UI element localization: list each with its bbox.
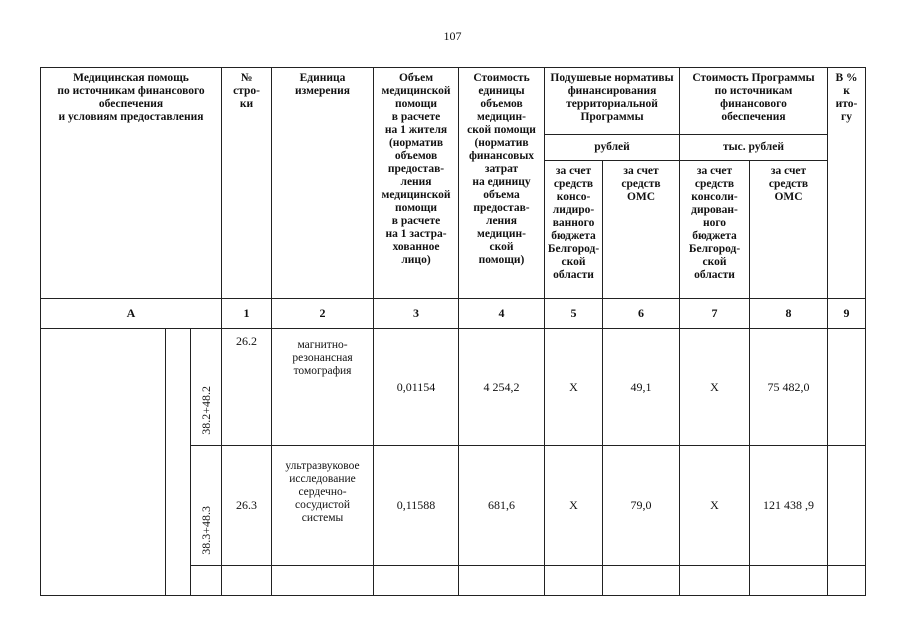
row-percent [828, 446, 866, 566]
row-unit: ультразвуковое исследование сердечно- сосудистой системы [272, 446, 374, 566]
header-percent: В % к ито- гу [828, 68, 866, 299]
column-number-4: 4 [459, 299, 545, 329]
row-program-oms: 121 438 ,9 [750, 446, 828, 566]
header-program-cost-unit: тыс. рублей [680, 135, 828, 161]
row-program-budget: Х [680, 446, 750, 566]
header-volume: Объем медицинской помощи в расчете на 1 жителя (норматив объемов предостав- ления медицинской помощи в расчете на 1 застра- хованное лицо) [374, 68, 459, 299]
row-side-label: 38.2+48.2 [191, 329, 222, 446]
row-percent [828, 329, 866, 446]
header-per-capita-unit: рублей [545, 135, 680, 161]
column-number-a: А [41, 299, 222, 329]
header-care-type: Медицинская помощь по источникам финансового обеспечения и условиям предоставления [41, 68, 222, 299]
row-volume: 0,01154 [374, 329, 459, 446]
header-per-capita-group: Подушевые нормативы финансирования территориальной Программы [545, 68, 680, 135]
column-number-5: 5 [545, 299, 603, 329]
row-program-oms: 75 482,0 [750, 329, 828, 446]
header-program-budget: за счет средств консоли- дирован- ного бюджета Белгород- ской области [680, 161, 750, 299]
care-type-cell [41, 329, 166, 596]
column-number-2: 2 [272, 299, 374, 329]
row-side-label: 38.3+48.3 [191, 446, 222, 566]
row-program-budget: Х [680, 329, 750, 446]
header-program-cost-group: Стоимость Программы по источникам финансового обеспечения [680, 68, 828, 135]
row-per-capita-budget: Х [545, 446, 603, 566]
row-volume: 0,11588 [374, 446, 459, 566]
row-line-number: 26.3 [222, 446, 272, 566]
financing-table [40, 67, 866, 596]
column-number-9: 9 [828, 299, 866, 329]
column-number-1: 1 [222, 299, 272, 329]
header-program-oms: за счет средств ОМС [750, 161, 828, 299]
row-per-capita-oms: 49,1 [603, 329, 680, 446]
header-unit-cost: Стоимость единицы объемов медицин- ской помощи (норматив финансовых затрат на единицу объема предостав- ления медицин- ской помощи) [459, 68, 545, 299]
row-per-capita-budget: Х [545, 329, 603, 446]
row-unit-cost: 681,6 [459, 446, 545, 566]
column-number-6: 6 [603, 299, 680, 329]
page-number: 107 [443, 29, 462, 43]
section-cell [166, 329, 191, 596]
row-per-capita-oms: 79,0 [603, 446, 680, 566]
header-line-number: № стро- ки [222, 68, 272, 299]
column-number-3: 3 [374, 299, 459, 329]
header-per-capita-budget: за счет средств консо- лидиро- ванного бюджета Белгород- ской области [545, 161, 603, 299]
table-row [41, 329, 866, 446]
column-number-8: 8 [750, 299, 828, 329]
row-unit: магнитно- резонансная томография [272, 329, 374, 446]
row-unit-cost: 4 254,2 [459, 329, 545, 446]
row-line-number: 26.2 [222, 329, 272, 446]
header-unit: Единица измерения [272, 68, 374, 299]
header-per-capita-oms: за счет средств ОМС [603, 161, 680, 299]
column-number-7: 7 [680, 299, 750, 329]
